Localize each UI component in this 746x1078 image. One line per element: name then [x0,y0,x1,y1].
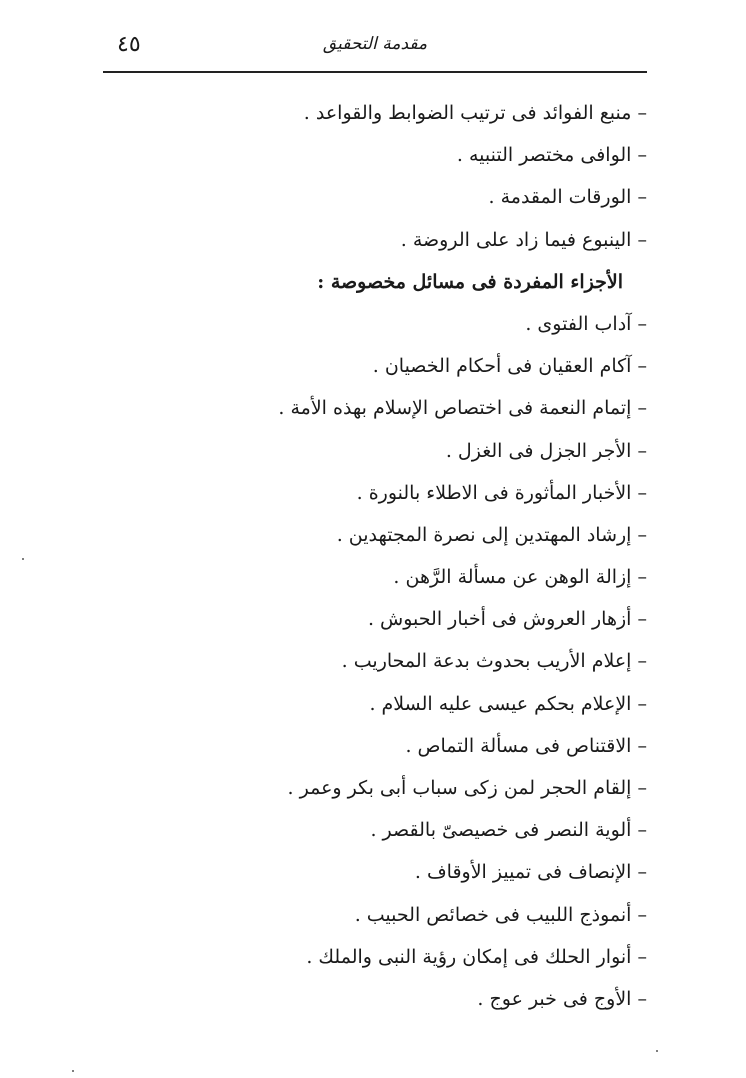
page-body [250,92,647,1020]
list-item: – أنوار الحلك فى إمكان رؤية النبى والملك . [306,945,647,968]
list-item: – الأوج فى خبر عوج . [477,987,647,1010]
header-rule [103,71,647,73]
list-item: – إلقام الحجر لمن زكى سباب أبى بكر وعمر . [287,777,647,799]
list-item: – آداب الفتوى . [525,312,647,335]
scan-speck [656,1050,658,1052]
list-item: – الورقات المقدمة . [488,186,647,209]
list-item: – إتمام النعمة فى اختصاص الإسلام بهذه الأمة . [278,397,647,420]
section-heading: الأجزاء المفردة فى مسائل مخصوصة : [317,270,623,293]
page-header [103,28,647,68]
page-number: ٤٥ [117,32,141,57]
list-item: – منبع الفوائد فى ترتيب الضوابط والقواعد . [303,102,647,124]
list-item: – الينبوع فيما زاد على الروضة . [400,228,647,251]
list-item: – الإنصاف فى تمييز الأوقاف . [414,861,647,884]
list-item: – آكام العقيان فى أحكام الخصيان . [372,355,647,378]
scan-speck [22,558,24,560]
list-item: – الوافى مختصر التنبيه . [456,144,647,167]
list-item: – إزالة الوهن عن مسألة الرَّهن . [393,566,647,589]
list-item: – الأخبار المأثورة فى الاطلاء بالنورة . [356,481,647,504]
running-title: مقدمة التحقيق [322,34,428,54]
list-item: – إرشاد المهتدين إلى نصرة المجتهدين . [336,523,647,546]
scan-speck [72,1070,74,1072]
list-item: – ألوية النصر فى خصيصىّ بالقصر . [370,819,647,842]
list-item: – إعلام الأريب بحدوث بدعة المحاريب . [341,650,647,673]
list-item: – الإعلام بحكم عيسى عليه السلام . [369,692,647,715]
list-item: – أزهار العروش فى أخبار الحبوش . [367,608,647,631]
list-item: – الاقتناص فى مسألة التماص . [405,734,647,757]
list-item: – الأجر الجزل فى الغزل . [445,439,647,462]
list-item: – أنموذج اللبيب فى خصائص الحبيب . [354,903,647,926]
